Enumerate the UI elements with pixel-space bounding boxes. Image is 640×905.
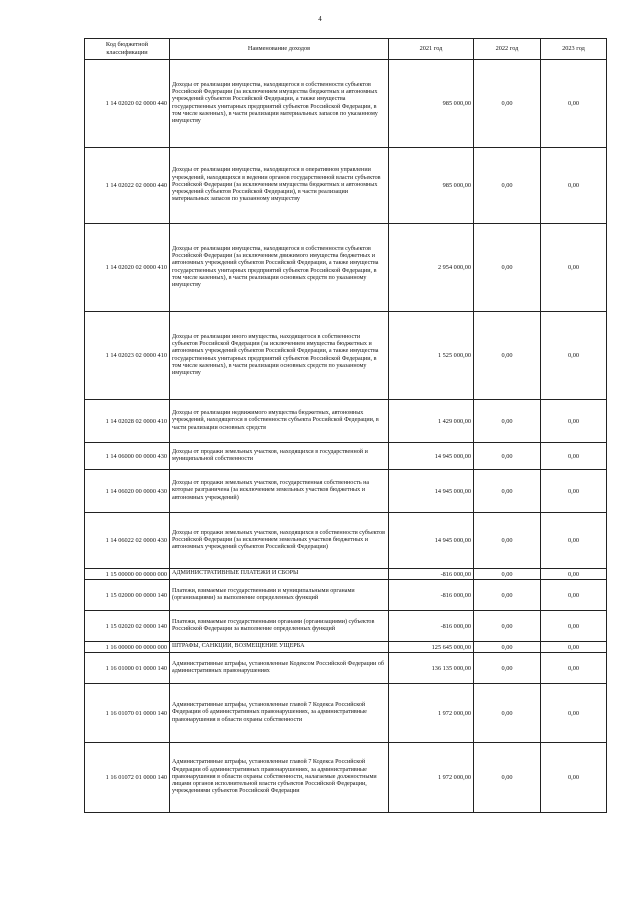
row-2023: 0,00 (541, 611, 607, 642)
table-row (85, 60, 607, 148)
row-name: Платежи, взимаемые государственными и муниципальными органами (организациями) за выполнение определенных функций (170, 580, 389, 611)
table-row (85, 684, 607, 743)
row-code: 1 15 02020 02 0000 140 (85, 611, 170, 642)
table-row (85, 653, 607, 684)
row-2021: -816 000,00 (389, 569, 474, 580)
row-2021: 14 945 000,00 (389, 470, 474, 513)
row-2023: 0,00 (541, 569, 607, 580)
table-row (85, 642, 607, 653)
row-code: 1 15 00000 00 0000 000 (85, 569, 170, 580)
row-2023: 0,00 (541, 580, 607, 611)
row-2022: 0,00 (474, 513, 541, 569)
revenue-table (84, 38, 607, 813)
row-2022: 0,00 (474, 569, 541, 580)
row-2023: 0,00 (541, 684, 607, 743)
row-2023: 0,00 (541, 743, 607, 813)
row-code: 1 14 02023 02 0000 410 (85, 312, 170, 400)
row-name: Административные штрафы, установленные главой 7 Кодекса Российской Федерации об административных правонарушениях, за административные правонарушения в области охраны собственности, налагаемые должностными лицами органов исполнительной власти субъектов Российской Федерации, учреждениями субъектов Российской Федерации (170, 743, 389, 813)
row-2022: 0,00 (474, 60, 541, 148)
table-row (85, 580, 607, 611)
row-code: 1 14 06020 00 0000 430 (85, 470, 170, 513)
row-2021: 1 429 000,00 (389, 400, 474, 443)
row-name: Доходы от продажи земельных участков, находящихся в государственной и муниципальной собственности (170, 443, 389, 470)
header-2022: 2022 год (474, 39, 541, 60)
row-2022: 0,00 (474, 224, 541, 312)
table-row (85, 443, 607, 470)
row-2023: 0,00 (541, 642, 607, 653)
row-2021: 14 945 000,00 (389, 443, 474, 470)
row-2021: 1 972 000,00 (389, 743, 474, 813)
row-code: 1 16 01072 01 0000 140 (85, 743, 170, 813)
header-name: Наименование доходов (170, 39, 389, 60)
row-2022: 0,00 (474, 400, 541, 443)
row-2023: 0,00 (541, 400, 607, 443)
row-code: 1 14 02020 02 0000 410 (85, 224, 170, 312)
row-2021: 14 945 000,00 (389, 513, 474, 569)
row-2022: 0,00 (474, 743, 541, 813)
row-2023: 0,00 (541, 224, 607, 312)
row-code: 1 14 06000 00 0000 430 (85, 443, 170, 470)
row-2023: 0,00 (541, 312, 607, 400)
table-row (85, 224, 607, 312)
row-2022: 0,00 (474, 653, 541, 684)
row-name: Доходы от продажи земельных участков, находящихся в собственности субъектов Российской Федерации (за исключением земельных участков бюджетных и автономных учреждений субъектов Российской Федерации) (170, 513, 389, 569)
table-row (85, 312, 607, 400)
row-2023: 0,00 (541, 470, 607, 513)
table-row (85, 400, 607, 443)
row-2021: -816 000,00 (389, 580, 474, 611)
row-2021: 1 525 000,00 (389, 312, 474, 400)
row-2022: 0,00 (474, 470, 541, 513)
row-name: Доходы от реализации иного имущества, находящегося в собственности субъектов Российской Федерации (за исключением имущества бюджетных и автономных учреждений субъектов Российской Федерации, а также имущества государственных унитарных предприятий субъектов Российской Федерации, в том числе казенных), в части реализации основных средств по указанному имуществу (170, 312, 389, 400)
row-2021: -816 000,00 (389, 611, 474, 642)
row-name: ШТРАФЫ, САНКЦИИ, ВОЗМЕЩЕНИЕ УЩЕРБА (170, 642, 389, 653)
row-code: 1 14 02028 02 0000 410 (85, 400, 170, 443)
row-2022: 0,00 (474, 580, 541, 611)
row-2022: 0,00 (474, 148, 541, 224)
row-2022: 0,00 (474, 611, 541, 642)
row-2021: 2 954 000,00 (389, 224, 474, 312)
table-row (85, 470, 607, 513)
row-2022: 0,00 (474, 642, 541, 653)
row-2021: 136 135 000,00 (389, 653, 474, 684)
page-number: 4 (318, 15, 322, 23)
row-2023: 0,00 (541, 443, 607, 470)
table-header-row (85, 39, 607, 60)
table-row (85, 513, 607, 569)
row-2023: 0,00 (541, 653, 607, 684)
row-2021: 985 000,00 (389, 148, 474, 224)
table-row (85, 743, 607, 813)
row-code: 1 14 02022 02 0000 440 (85, 148, 170, 224)
row-name: Доходы от реализации имущества, находящегося в собственности субъектов Российской Федерации (за исключением движимого имущества бюджетных и автономных учреждений субъектов Российской Федерации, а также имущества государственных унитарных предприятий субъектов Российской Федерации, в том числе казенных), в части реализации основных средств по указанному имуществу (170, 224, 389, 312)
row-name: Доходы от реализации недвижимого имущества бюджетных, автономных учреждений, находящегося в собственности субъекта Российской Федерации, в части реализации основных средств (170, 400, 389, 443)
table-row (85, 148, 607, 224)
row-code: 1 16 00000 00 0000 000 (85, 642, 170, 653)
row-code: 1 14 02020 02 0000 440 (85, 60, 170, 148)
row-name: Доходы от реализации имущества, находящегося в собственности субъектов Российской Федерации (за исключением имущества бюджетных и автономных учреждений субъектов Российской Федерации, а также имущества государственных унитарных предприятий субъектов Российской Федерации, в том числе казенных), в части реализации материальных запасов по указанному имуществу (170, 60, 389, 148)
header-code: Код бюджетной классификации (85, 39, 170, 60)
row-name: АДМИНИСТРАТИВНЫЕ ПЛАТЕЖИ И СБОРЫ (170, 569, 389, 580)
table-row (85, 611, 607, 642)
row-name: Административные штрафы, установленные главой 7 Кодекса Российской Федерации об административных правонарушениях, за административные правонарушения в области охраны собственности (170, 684, 389, 743)
header-2023: 2023 год (541, 39, 607, 60)
row-2023: 0,00 (541, 60, 607, 148)
row-2021: 1 972 000,00 (389, 684, 474, 743)
row-code: 1 16 01000 01 0000 140 (85, 653, 170, 684)
row-name: Доходы от реализации имущества, находящегося в оперативном управлении учреждений, находящихся в ведении органов государственной власти субъектов Российской Федерации (за исключением имущества бюджетных и автономных учреждений субъектов Российской Федерации), в части реализации материальных запасов по указанному имуществу (170, 148, 389, 224)
header-2021: 2021 год (389, 39, 474, 60)
row-name: Доходы от продажи земельных участков, государственная собственность на которые разграничена (за исключением земельных участков бюджетных и автономных учреждений) (170, 470, 389, 513)
row-2021: 125 645 000,00 (389, 642, 474, 653)
row-2023: 0,00 (541, 148, 607, 224)
row-2022: 0,00 (474, 312, 541, 400)
row-2022: 0,00 (474, 443, 541, 470)
row-code: 1 15 02000 00 0000 140 (85, 580, 170, 611)
row-2023: 0,00 (541, 513, 607, 569)
row-name: Платежи, взимаемые государственными органами (организациями) субъектов Российской Федерации за выполнение определенных функций (170, 611, 389, 642)
table-row (85, 569, 607, 580)
row-name: Административные штрафы, установленные Кодексом Российской Федерации об административных правонарушениях (170, 653, 389, 684)
row-2022: 0,00 (474, 684, 541, 743)
row-code: 1 16 01070 01 0000 140 (85, 684, 170, 743)
row-code: 1 14 06022 02 0000 430 (85, 513, 170, 569)
row-2021: 985 000,00 (389, 60, 474, 148)
